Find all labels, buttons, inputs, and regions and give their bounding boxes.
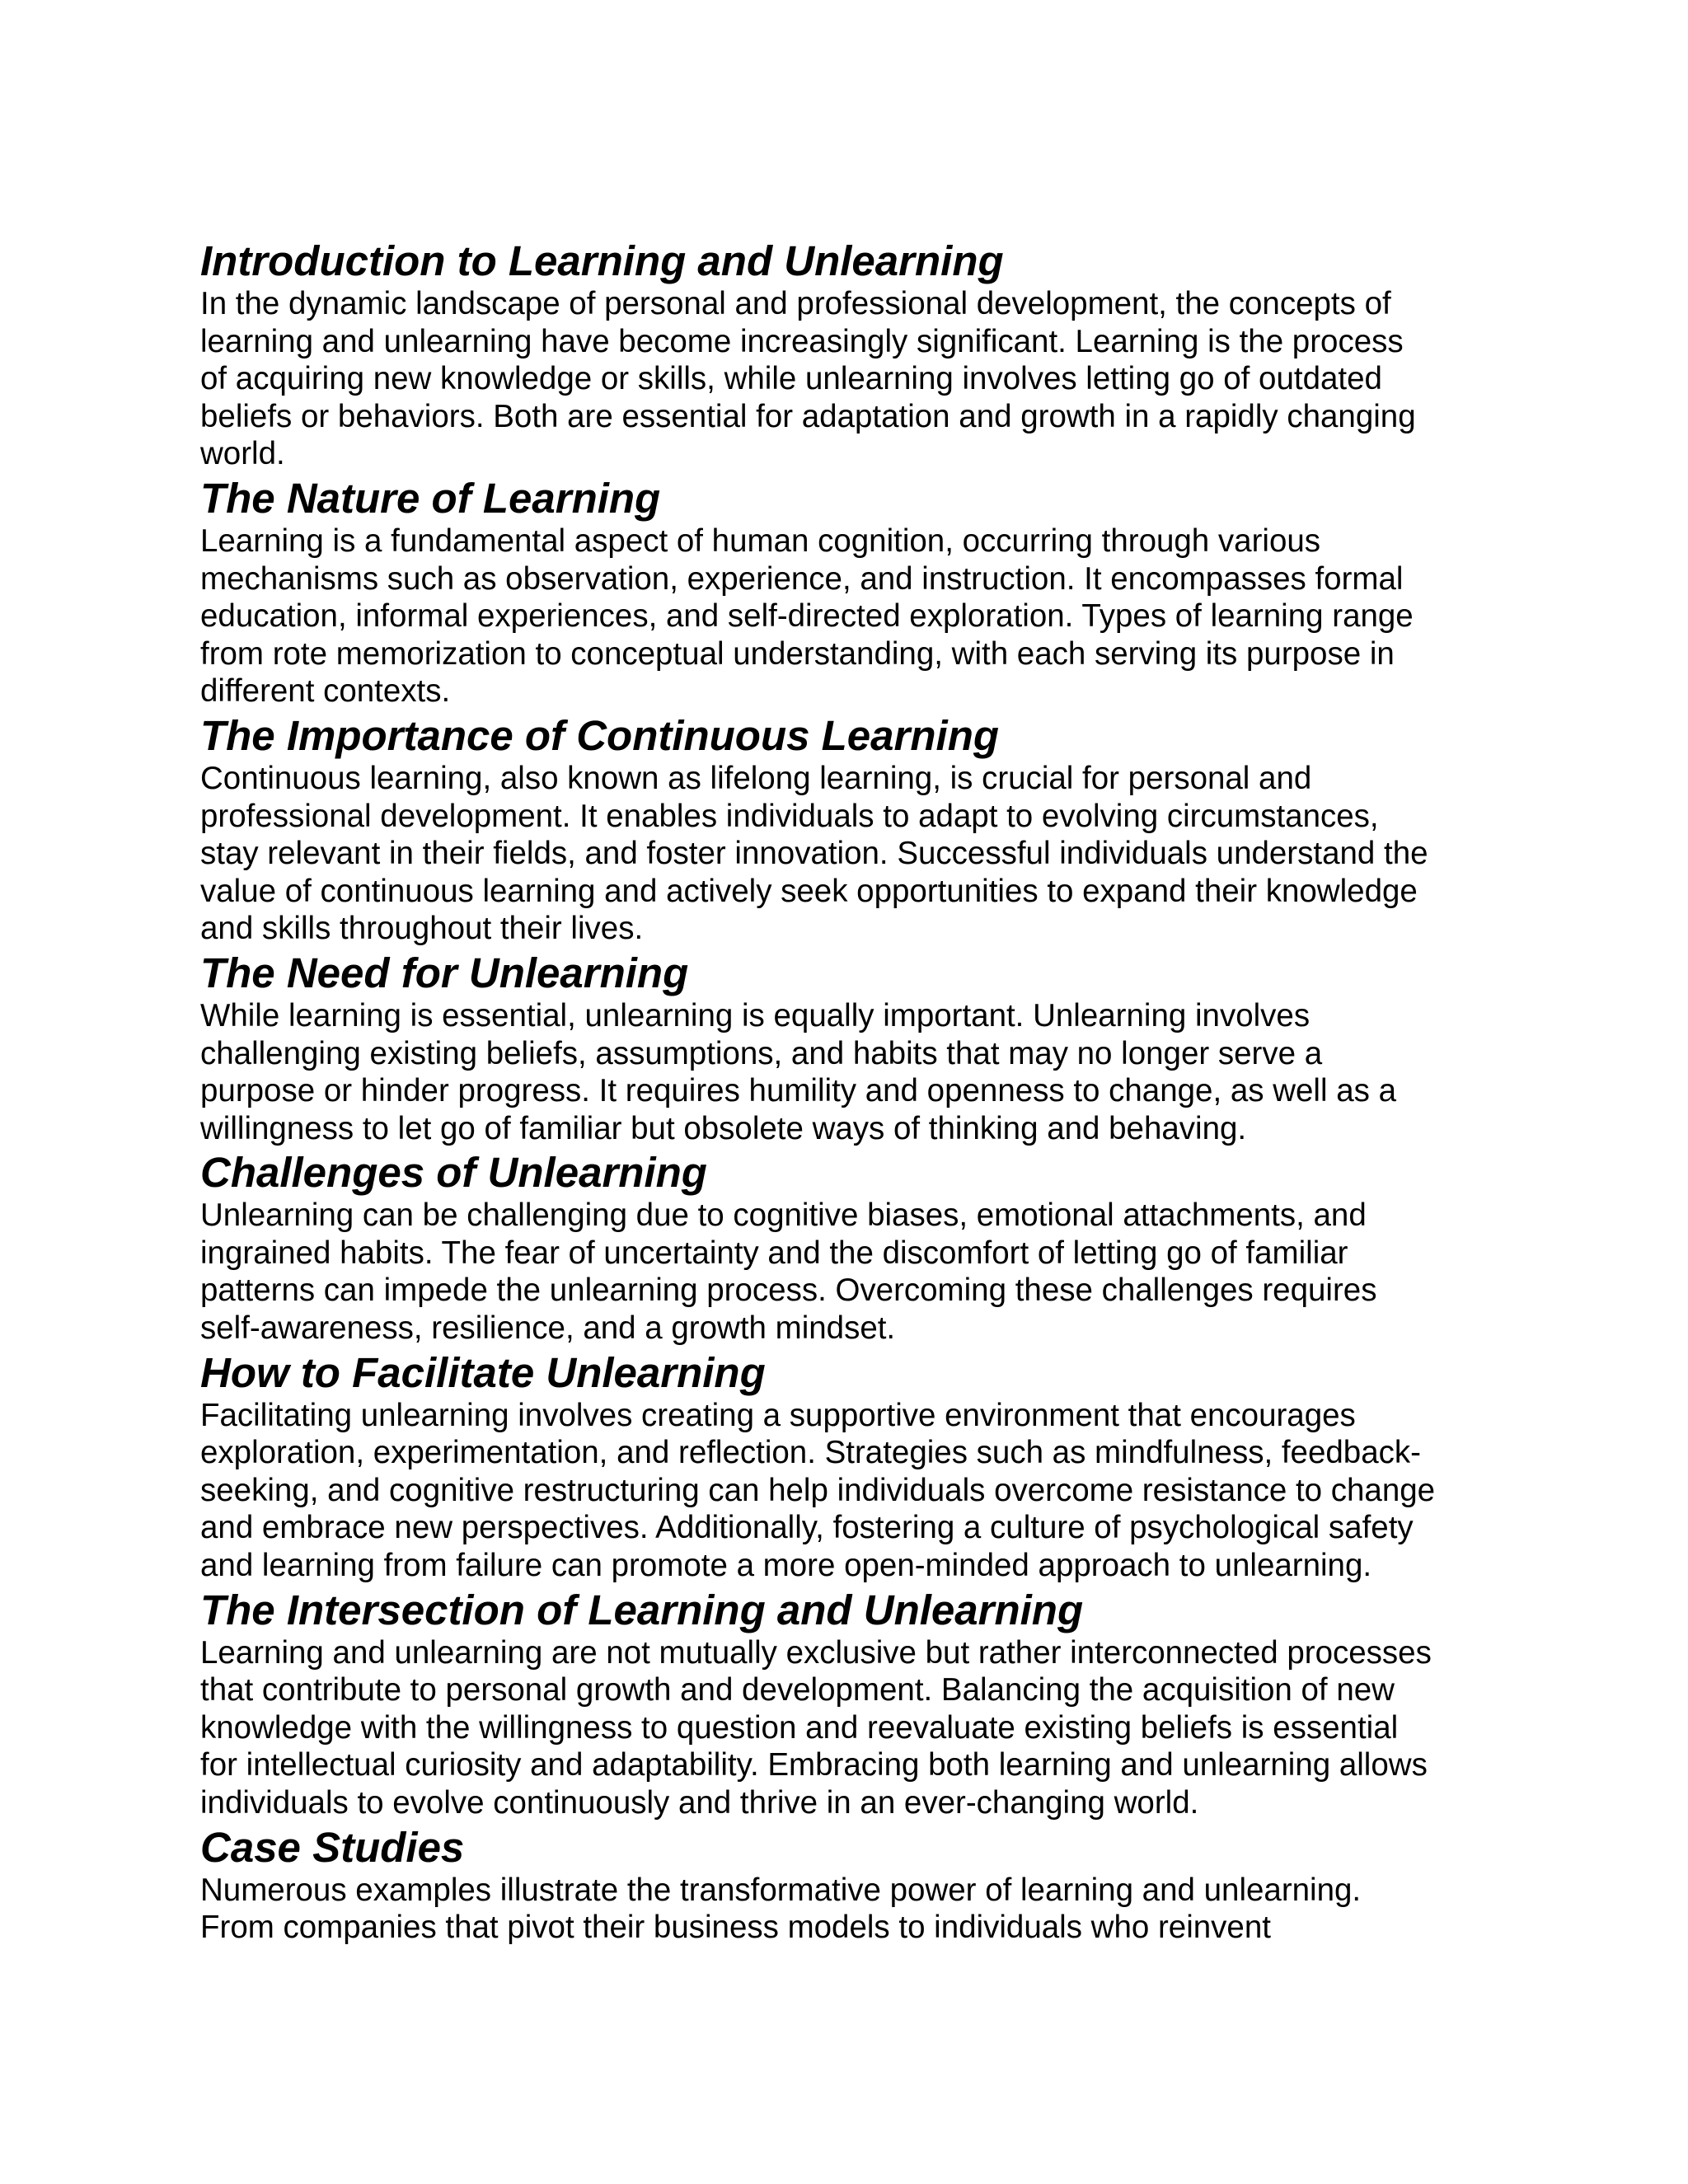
paragraph-line: and skills throughout their lives.: [200, 911, 644, 947]
section-heading: The Importance of Continuous Learning: [200, 711, 999, 759]
paragraph-line: and learning from failure can promote a more open-minded approach to unlearning.: [200, 1548, 1372, 1584]
paragraph-line: seeking, and cognitive restructuring can help individuals overcome resistance to change: [200, 1472, 1436, 1508]
paragraph-line: Facilitating unlearning involves creating a supportive environment that encourages: [200, 1397, 1356, 1433]
section-paragraph: [200, 523, 1503, 710]
section-paragraph: [200, 285, 1503, 473]
section-heading: The Intersection of Learning and Unlearning: [200, 1586, 1084, 1633]
section-heading: How to Facilitate Unlearning: [200, 1348, 766, 1396]
section-heading: Introduction to Learning and Unlearning: [200, 237, 1004, 284]
section-paragraph: [200, 1634, 1503, 1822]
paragraph-line: Learning is a fundamental aspect of human cognition, occurring through various: [200, 523, 1321, 559]
paragraph-line: beliefs or behaviors. Both are essential for adaptation and growth in a rapidly changing: [200, 398, 1416, 434]
paragraph-line: professional development. It enables individuals to adapt to evolving circumstances,: [200, 798, 1379, 834]
paragraph-line: Continuous learning, also known as lifelong learning, is crucial for personal and: [200, 760, 1312, 796]
paragraph-line: Numerous examples illustrate the transformative power of learning and unlearning.: [200, 1872, 1362, 1908]
paragraph-line: purpose or hinder progress. It requires humility and openness to change, as well as a: [200, 1073, 1396, 1109]
paragraph-line: from rote memorization to conceptual understanding, with each serving its purpose in: [200, 635, 1395, 672]
section-continuous-learning: [200, 712, 1503, 948]
section-paragraph: [200, 1197, 1503, 1347]
paragraph-line: different contexts.: [200, 673, 451, 710]
paragraph-line: willingness to let go of familiar but obsolete ways of thinking and behaving.: [200, 1110, 1247, 1146]
section-challenges-of-unlearning: [200, 1149, 1503, 1347]
paragraph-line: mechanisms such as observation, experience, and instruction. It encompasses formal: [200, 560, 1404, 597]
paragraph-line: Unlearning can be challenging due to cognitive biases, emotional attachments, and: [200, 1197, 1367, 1234]
paragraph-line: and embrace new perspectives. Additionally, fostering a culture of psychological safety: [200, 1510, 1414, 1546]
paragraph-line: education, informal experiences, and self-directed exploration. Types of learning range: [200, 598, 1414, 635]
section-heading: Case Studies: [200, 1823, 465, 1871]
paragraph-line: knowledge with the willingness to question and reevaluate existing beliefs is essential: [200, 1709, 1399, 1746]
paragraph-line: Learning and unlearning are not mutually exclusive but rather interconnected processes: [200, 1634, 1432, 1671]
paragraph-line: ingrained habits. The fear of uncertainty and the discomfort of letting go of familiar: [200, 1235, 1348, 1271]
section-intersection: [200, 1586, 1503, 1822]
paragraph-line: While learning is essential, unlearning is equally important. Unlearning involves: [200, 997, 1311, 1033]
section-heading: Challenges of Unlearning: [200, 1149, 707, 1197]
section-paragraph: [200, 1872, 1503, 1947]
paragraph-line: challenging existing beliefs, assumptions, and habits that may no longer serve a: [200, 1035, 1323, 1071]
section-nature-of-learning: [200, 475, 1503, 710]
paragraph-line: individuals to evolve continuously and thrive in an ever-changing world.: [200, 1785, 1199, 1821]
paragraph-line: for intellectual curiosity and adaptability. Embracing both learning and unlearning allows: [200, 1747, 1428, 1783]
paragraph-line: In the dynamic landscape of personal and professional development, the concepts of: [200, 286, 1391, 321]
paragraph-line: self-awareness, resilience, and a growth mindset.: [200, 1310, 896, 1347]
document-page: [200, 237, 1503, 1948]
section-introduction: [200, 237, 1503, 473]
paragraph-line: stay relevant in their fields, and foster innovation. Successful individuals understand the: [200, 836, 1428, 872]
section-need-for-unlearning: [200, 949, 1503, 1147]
paragraph-line: that contribute to personal growth and development. Balancing the acquisition of new: [200, 1672, 1395, 1708]
paragraph-line: world.: [200, 436, 285, 472]
paragraph-line: From companies that pivot their business models to individuals who reinvent: [200, 1910, 1271, 1946]
paragraph-line: value of continuous learning and actively seek opportunities to expand their knowledge: [200, 873, 1418, 909]
section-case-studies: [200, 1824, 1503, 1947]
paragraph-line: learning and unlearning have become increasingly significant. Learning is the process: [200, 323, 1404, 359]
paragraph-line: exploration, experimentation, and reflection. Strategies such as mindfulness, feedback-: [200, 1435, 1421, 1471]
section-paragraph: [200, 760, 1503, 948]
paragraph-line: of acquiring new knowledge or skills, while unlearning involves letting go of outdated: [200, 361, 1382, 397]
section-paragraph: [200, 1397, 1503, 1585]
paragraph-line: patterns can impede the unlearning process. Overcoming these challenges requires: [200, 1272, 1377, 1309]
section-heading: The Nature of Learning: [200, 474, 661, 522]
section-paragraph: [200, 997, 1503, 1147]
section-facilitate-unlearning: [200, 1349, 1503, 1585]
section-heading: The Need for Unlearning: [200, 949, 689, 996]
